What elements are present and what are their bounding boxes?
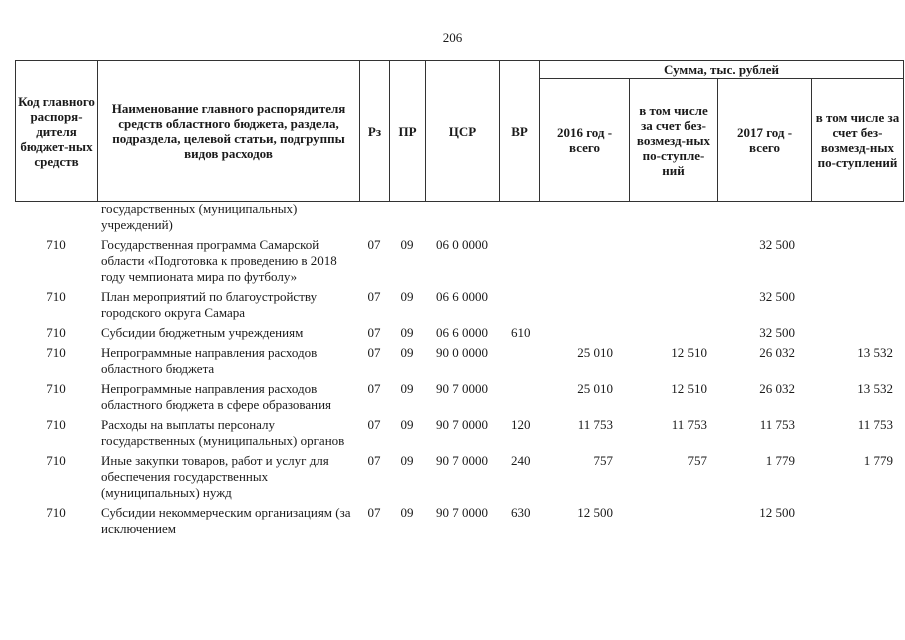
row-2016-total: 12 500 <box>577 505 613 520</box>
row-2017-total: 32 500 <box>759 237 795 252</box>
row-code: 710 <box>46 237 66 252</box>
row-2017-gratuitous: 13 532 <box>857 345 893 360</box>
row-2017-total: 1 779 <box>765 453 795 468</box>
row-rz: 07 <box>367 325 381 340</box>
row-vr: 240 <box>511 453 531 468</box>
row-code: 710 <box>46 381 66 396</box>
row-2016-total <box>539 289 629 325</box>
header-2016-gratuitous: в том числе за счет без-возмезд-ных по-ступле-ний <box>630 79 718 202</box>
row-csr: 90 7 0000 <box>436 417 488 432</box>
table-header <box>15 60 904 202</box>
table-row <box>15 505 903 541</box>
header-2017-gratuitous: в том числе за счет без-возмезд-ных по-ступлений <box>812 79 904 202</box>
row-name: План мероприятий по благоустройству городского округа Самара <box>101 289 318 320</box>
row-csr: 06 6 0000 <box>436 325 488 340</box>
row-vr: 630 <box>511 505 531 520</box>
table-row <box>15 453 903 505</box>
row-code: 710 <box>46 453 66 468</box>
row-2017-gratuitous: 11 753 <box>857 417 893 432</box>
row-csr: 06 6 0000 <box>436 289 488 304</box>
header-vr: ВР <box>500 61 540 202</box>
page-number: 206 <box>442 30 463 45</box>
row-2017-gratuitous <box>811 505 903 541</box>
row-pr: 09 <box>400 417 414 432</box>
row-rz: 07 <box>367 453 381 468</box>
row-2017-total: 26 032 <box>759 381 795 396</box>
row-2016-gratuitous: 12 510 <box>671 345 707 360</box>
row-vr <box>499 237 539 289</box>
row-vr <box>499 381 539 417</box>
row-2016-total: 25 010 <box>577 381 613 396</box>
row-2016-total: 25 010 <box>577 345 613 360</box>
row-name: Государственная программа Самарской области «Подготовка к проведению в 2018 году чемпионата мира по футболу» <box>101 237 337 284</box>
row-rz: 07 <box>367 289 381 304</box>
row-2016-total: 757 <box>593 453 613 468</box>
row-2017-total: 32 500 <box>759 289 795 304</box>
header-2017-total: 2017 год - всего <box>718 79 812 202</box>
table-body <box>15 201 903 541</box>
header-2016-total: 2016 год - всего <box>540 79 630 202</box>
row-csr: 06 0 0000 <box>436 237 488 252</box>
row-2016-total <box>539 237 629 289</box>
row-rz: 07 <box>367 237 381 252</box>
continuation-text: государственных (муниципальных) учреждений) <box>101 201 298 232</box>
row-2016-gratuitous <box>629 237 717 289</box>
row-vr: 120 <box>511 417 531 432</box>
row-code: 710 <box>46 345 66 360</box>
row-name: Расходы на выплаты персоналу государственных (муниципальных) органов <box>101 417 345 448</box>
row-vr: 610 <box>511 325 531 340</box>
row-rz: 07 <box>367 417 381 432</box>
row-2017-gratuitous <box>811 237 903 289</box>
table-row <box>15 289 903 325</box>
row-pr: 09 <box>400 237 414 252</box>
row-pr: 09 <box>400 325 414 340</box>
header-csr: ЦСР <box>426 61 500 202</box>
row-2017-gratuitous <box>811 289 903 325</box>
row-rz: 07 <box>367 381 381 396</box>
header-sum-title: Сумма, тыс. рублей <box>540 61 904 79</box>
row-code: 710 <box>46 325 66 340</box>
row-2017-total: 12 500 <box>759 505 795 520</box>
row-csr: 90 7 0000 <box>436 381 488 396</box>
row-code: 710 <box>46 289 66 304</box>
continuation-row <box>15 201 903 237</box>
row-pr: 09 <box>400 381 414 396</box>
row-pr: 09 <box>400 289 414 304</box>
row-csr: 90 7 0000 <box>436 453 488 468</box>
row-2016-gratuitous <box>629 289 717 325</box>
row-pr: 09 <box>400 453 414 468</box>
row-pr: 09 <box>400 345 414 360</box>
row-2016-gratuitous <box>629 505 717 541</box>
row-2016-total <box>539 325 629 345</box>
row-code: 710 <box>46 417 66 432</box>
row-2016-gratuitous: 11 753 <box>671 417 707 432</box>
row-2017-gratuitous: 1 779 <box>863 453 893 468</box>
row-2016-total: 11 753 <box>577 417 613 432</box>
row-2017-gratuitous <box>811 325 903 345</box>
row-name: Субсидии бюджетным учреждениям <box>101 325 304 340</box>
row-code: 710 <box>46 505 66 520</box>
row-csr: 90 0 0000 <box>436 345 488 360</box>
row-2017-total: 11 753 <box>759 417 795 432</box>
row-name: Непрограммные направления расходов областного бюджета <box>101 345 318 376</box>
header-name: Наименование главного распорядителя средств областного бюджета, раздела, подраздела, целевой статьи, подгруппы видов расходов <box>98 61 360 202</box>
row-vr <box>499 289 539 325</box>
table-row <box>15 417 903 453</box>
table-row <box>15 381 903 417</box>
row-name: Непрограммные направления расходов областного бюджета в сфере образования <box>101 381 332 412</box>
header-code: Код главного распоря-дителя бюджет-ных средств <box>16 61 98 202</box>
table-row <box>15 237 903 289</box>
row-rz: 07 <box>367 505 381 520</box>
row-2017-gratuitous: 13 532 <box>857 381 893 396</box>
row-name: Субсидии некоммерческим организациям (за исключением <box>101 505 351 536</box>
row-name: Иные закупки товаров, работ и услуг для обеспечения государственных (муниципальных) нужд <box>101 453 329 500</box>
row-vr <box>499 345 539 381</box>
header-pr: ПР <box>390 61 426 202</box>
row-2017-total: 32 500 <box>759 325 795 340</box>
table-row <box>15 325 903 345</box>
row-2017-total: 26 032 <box>759 345 795 360</box>
row-2016-gratuitous <box>629 325 717 345</box>
table-row <box>15 345 903 381</box>
header-rz: Рз <box>360 61 390 202</box>
row-pr: 09 <box>400 505 414 520</box>
row-2016-gratuitous: 12 510 <box>671 381 707 396</box>
row-2016-gratuitous: 757 <box>687 453 707 468</box>
row-csr: 90 7 0000 <box>436 505 488 520</box>
row-rz: 07 <box>367 345 381 360</box>
